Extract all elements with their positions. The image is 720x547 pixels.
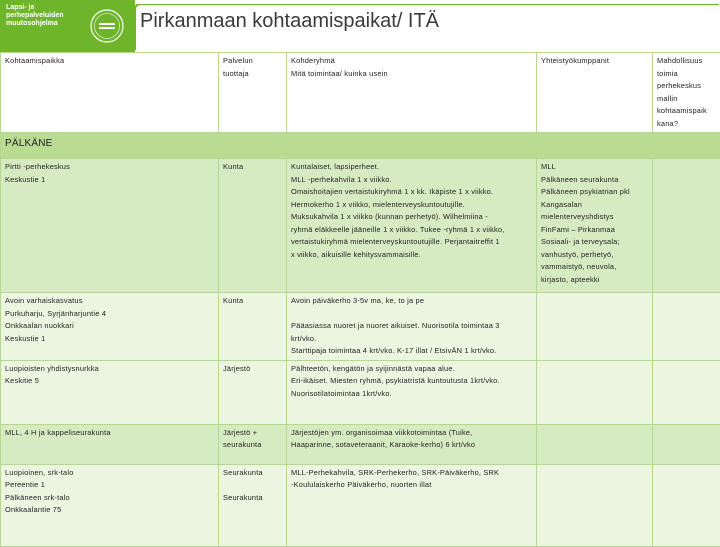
cell-target: Järjestöjen ym. organisoimaa viikkotoimintaa (Tuike, Haaparinne, sotaveteraanit, Karaoke-kerho) 6 krt/vko (287, 424, 537, 464)
cell-place: Luopioisten yhdistysnurkka Keskitie 5 (1, 360, 219, 424)
logo-text: Lapsi- ja perhepalveluiden muutosohjelma (6, 4, 84, 28)
table-row (1, 293, 720, 361)
cell-target: MLL-Perhekahvila, SRK-Perhekerho, SRK-Päiväkerho, SRK -Koululaiskerho Päiväkerho, nuorten illat (287, 464, 537, 546)
cell-place: Pirtti -perhekeskus Keskustie 1 (1, 159, 219, 293)
table-row (1, 464, 720, 546)
header (0, 0, 720, 52)
cell-partners (537, 424, 653, 464)
program-logo (0, 0, 135, 52)
cell-target: Avoin päiväkerho 3-5v ma, ke, to ja pe Pääasiassa nuoret ja nuoret aikuiset. Nuorisotila toimintaa 3 krt/vko. Starttipaja toimintaa 4 krt/vko. K-17 illat / EtsivÄN 1 krt/vko. (287, 293, 537, 361)
header-partners: Yhteistyökumppanit (537, 53, 653, 133)
cell-partners (537, 360, 653, 424)
cell-provider: Järjestö (219, 360, 287, 424)
cell-provider: Kunta (219, 293, 287, 361)
table-row (1, 424, 720, 464)
cell-target: Kuntalaiset, lapsiperheet. MLL -perhekahvila 1 x viikko. Omaishoitajien vertaistukiryhmä 1 x kk. Ikäpiste 1 x viikko. Hermokerho 1 x viikko, mielenterveyskuntoutujille. Muksukahvila 1 x viikko (kunnan perhetyö). Wilhelmiina - ryhmä eläkkeelle jääneille 1 x viikko. Tukee -ryhmä 1 x viikko, vertaistukiryhmä mielenterveyskuntoutujille. Perjantaitreffit 1 x viikko, aikuisille kehitysvammaisille. (287, 159, 537, 293)
header-target: Kohderyhmä Mitä toimintaa/ kuinka usein (287, 53, 537, 133)
header-place: Kohtaamispaikka (1, 53, 219, 133)
meeting-places-table (0, 52, 720, 547)
cell-partners (537, 464, 653, 546)
cell-possibility (653, 464, 720, 546)
section-title: PÄLKÄNE (1, 133, 720, 159)
cell-provider: Järjestö + seurakunta (219, 424, 287, 464)
header-possibility: Mahdollisuus toimia perhekeskus mallin kohtaamispaik kana? (653, 53, 720, 133)
cell-place: MLL, 4 H ja kappeliseurakunta (1, 424, 219, 464)
cell-provider: Seurakunta Seurakunta (219, 464, 287, 546)
cell-place: Avoin varhaiskasvatus Purkuharju, Syrjänharjuntie 4 Onkkaalan nuokkari Keskustie 1 (1, 293, 219, 361)
cell-target: Pälhteetön, kengätön ja syijinnästä vapaa alue. Eri-ikäiset. Miesten ryhmä, psykiatristä kuntoutusta 1krt/vko. Nuorisotilatoimintaa 1krt/vko. (287, 360, 537, 424)
cell-partners (537, 293, 653, 361)
table-row (1, 159, 720, 293)
cell-possibility (653, 424, 720, 464)
cell-provider: Kunta (219, 159, 287, 293)
section-row (1, 133, 720, 159)
table-header-row (1, 53, 720, 133)
cell-possibility (653, 159, 720, 293)
seal-icon (90, 9, 124, 43)
table-row (1, 360, 720, 424)
cell-possibility (653, 293, 720, 361)
cell-partners: MLL Pälkäneen seurakunta Pälkäneen psykiatrian pkl Kangasalan mielenterveyshdistys FinFami – Pirkanmaa Sosiaali- ja terveysala; vanhustyö, perhetyö, vammaistyö, neuvola, kirjasto, apteekki (537, 159, 653, 293)
cell-possibility (653, 360, 720, 424)
page-title: Pirkanmaan kohtaamispaikat/ ITÄ (140, 10, 439, 33)
cell-place: Luopioinen, srk-talo Pereentie 1 Pälkäneen srk-talo Onkkaalantie 75 (1, 464, 219, 546)
header-provider: Palvelun tuottaja (219, 53, 287, 133)
